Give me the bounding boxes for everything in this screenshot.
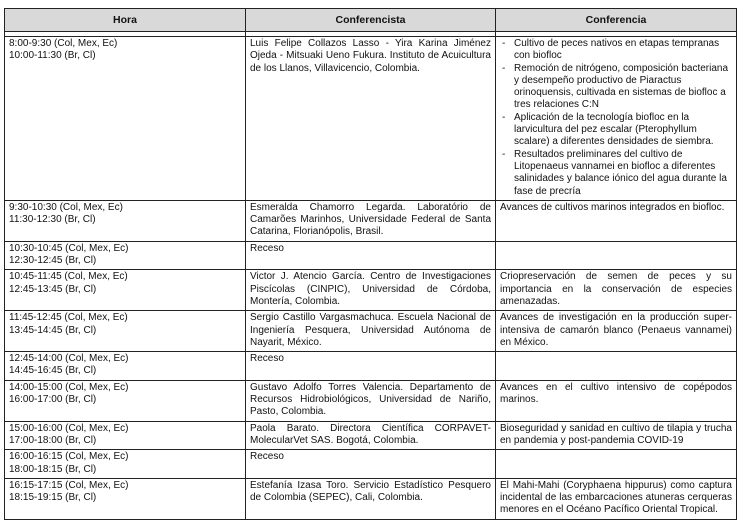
hora-cell xyxy=(5,478,246,519)
conferencista-cell: Paola Barato. Directora Científica CORPAVET-MolecularVet SAS. Bogotá, Colombia. xyxy=(246,421,496,450)
hora-cell xyxy=(5,380,246,421)
conferencia-cell: Criopreservación de semen de peces y su importancia en la conservación de especies amenazadas. xyxy=(496,270,737,311)
hora-line: 11:45-12:45 (Col, Mex, Ec) xyxy=(9,312,128,324)
table-row xyxy=(5,270,737,311)
hora-line: 17:00-18:00 (Br, Cl) xyxy=(9,434,97,446)
conferencia-cell: Avances de investigación en la producción super-intensiva de camarón blanco (Penaeus vannamei) en México. xyxy=(496,311,737,352)
hora-cell xyxy=(5,241,246,270)
list-item-text: Remoción de nitrógeno, composición bacteriana y desempeño productivo de Piaractus orinoquensis, cultivada en sistemas de biofloc a tres relaciones C:N xyxy=(514,62,729,111)
hora-line: 18:15-19:15 (Br, Cl) xyxy=(9,492,97,504)
list-item-text: Aplicación de la tecnología biofloc en la larvicultura del pez escalar (Pterophyllum scalare) a diferentes densidades de siembra. xyxy=(514,111,714,148)
hora-cell xyxy=(5,421,246,450)
conferencia-cell xyxy=(496,352,737,381)
header-conferencista: Conferencista xyxy=(246,9,496,32)
receso-cell: Receso xyxy=(246,352,496,381)
hora-cell xyxy=(5,450,246,479)
hora-line: 12:45-14:00 (Col, Mex, Ec) xyxy=(9,353,129,365)
list-item-text: Resultados preliminares del cultivo de Litopenaeus vannamei en biofloc a diferentes salinidades y balance iónico del agua durante la fase de precría xyxy=(514,148,727,197)
conferencista-cell: Luis Felipe Collazos Lasso - Yira Karina Jiménez Ojeda - Mitsuaki Ueno Fukura. Instituto de Acuicultura de los Llanos, Villavicencio, Colombia. xyxy=(246,37,496,201)
header-row xyxy=(5,9,737,32)
hora-line: 13:45-14:45 (Br, Cl) xyxy=(9,324,97,336)
table-row xyxy=(5,478,737,519)
conferencista-cell: Esmeralda Chamorro Legarda. Laboratório de Camarões Marinhos, Universidade Federal de Santa Catarina, Florianópolis, Brasil. xyxy=(246,200,496,241)
hora-line: 10:30-10:45 (Col, Mex, Ec) xyxy=(9,242,129,254)
conferencista-cell: Victor J. Atencio García. Centro de Investigaciones Piscícolas (CINPIC), Universidad de Córdoba, Montería, Colombia. xyxy=(246,270,496,311)
hora-cell xyxy=(5,352,246,381)
hora-line: 8:00-9:30 (Col, Mex, Ec) xyxy=(9,38,118,49)
hora-line: 16:00-17:00 (Br, Cl) xyxy=(9,394,97,406)
hora-line: 14:00-15:00 (Col, Mex, Ec) xyxy=(9,381,129,393)
hora-cell xyxy=(5,200,246,241)
hora-line: 15:00-16:00 (Col, Mex, Ec) xyxy=(9,422,129,434)
dash-bullet: - xyxy=(502,148,506,160)
dash-bullet: - xyxy=(502,62,506,74)
hora-cell xyxy=(5,37,246,201)
table-row xyxy=(5,352,737,381)
dash-bullet: - xyxy=(502,111,506,123)
hora-line: 12:30-12:45 (Br, Cl) xyxy=(9,255,97,267)
hora-line: 16:15-17:15 (Col, Mex, Ec) xyxy=(9,479,129,491)
conferencia-list xyxy=(500,38,732,198)
schedule-table xyxy=(4,8,737,520)
header-hora: Hora xyxy=(5,9,246,32)
conferencista-cell: Sergio Castillo Vargasmachuca. Escuela Nacional de Ingeniería Pesquera, Universidad Autónoma de Nayarit, México. xyxy=(246,311,496,352)
header-conferencia: Conferencia xyxy=(496,9,737,32)
receso-cell: Receso xyxy=(246,241,496,270)
hora-line: 12:45-13:45 (Br, Cl) xyxy=(9,283,97,295)
hora-line: 18:00-18:15 (Br, Cl) xyxy=(9,463,97,475)
list-item xyxy=(500,112,732,149)
table-row xyxy=(5,37,737,201)
list-item-text: Cultivo de peces nativos en etapas tempranas con biofloc xyxy=(514,38,720,62)
conferencista-cell: Gustavo Adolfo Torres Valencia. Departamento de Recursos Hidrobiológicos, Universidad de Nariño, Pasto, Colombia. xyxy=(246,380,496,421)
hora-cell xyxy=(5,311,246,352)
conferencia-cell: El Mahi-Mahi (Coryphaena hippurus) como captura incidental de las embarcaciones atuneras cerqueras menores en el Océano Pacífico Oriental Tropical. xyxy=(496,478,737,519)
conferencia-cell: Bioseguridad y sanidad en cultivo de tilapia y trucha en pandemia y post-pandemia COVID-19 xyxy=(496,421,737,450)
list-item xyxy=(500,149,732,198)
hora-line: 10:45-11:45 (Col, Mex, Ec) xyxy=(9,271,128,283)
hora-line: 9:30-10:30 (Col, Mex, Ec) xyxy=(9,201,123,213)
hora-line: 11:30-12:30 (Br, Cl) xyxy=(9,214,96,226)
hora-line: 14:45-16:45 (Br, Cl) xyxy=(9,365,97,377)
hora-line: 16:00-16:15 (Col, Mex, Ec) xyxy=(9,451,129,463)
conferencia-cell xyxy=(496,450,737,479)
conferencia-cell: Avances en el cultivo intensivo de copépodos marinos. xyxy=(496,380,737,421)
table-row xyxy=(5,421,737,450)
table-row xyxy=(5,241,737,270)
hora-line: 10:00-11:30 (Br, Cl) xyxy=(9,50,96,62)
list-item xyxy=(500,38,732,63)
table-row xyxy=(5,311,737,352)
conferencista-cell: Estefanía Izasa Toro. Servicio Estadístico Pesquero de Colombia (SEPEC), Cali, Colombia. xyxy=(246,478,496,519)
conferencia-cell xyxy=(496,241,737,270)
hora-cell xyxy=(5,270,246,311)
receso-cell: Receso xyxy=(246,450,496,479)
dash-bullet: - xyxy=(502,38,506,49)
list-item xyxy=(500,63,732,112)
table-row xyxy=(5,380,737,421)
conferencia-cell: Avances de cultivos marinos integrados en biofloc. xyxy=(496,200,737,241)
table-row xyxy=(5,200,737,241)
conferencia-cell xyxy=(496,37,737,201)
table-row xyxy=(5,450,737,479)
